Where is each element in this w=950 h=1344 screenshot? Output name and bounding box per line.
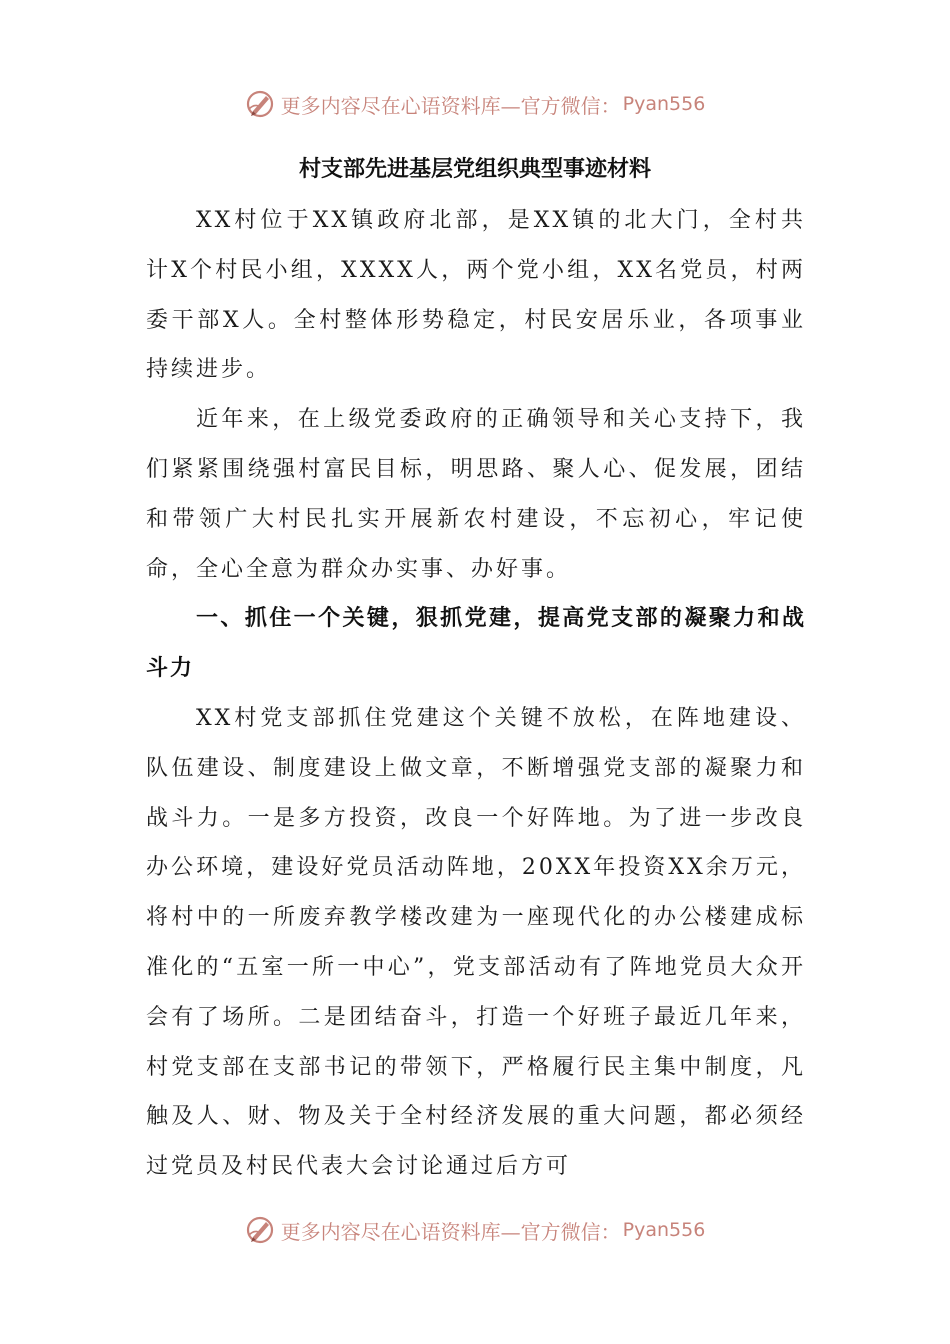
watermark-text: 更多内容尽在心语资料库—官方微信： xyxy=(280,93,621,118)
watermark-banner-top xyxy=(0,82,950,126)
document-title: 村支部先进基层党组织典型事迹材料 xyxy=(298,157,651,182)
watermark-banner-bottom xyxy=(0,1208,950,1252)
watermark-wechat-id: Pyan556 xyxy=(622,1219,706,1241)
document-body xyxy=(146,196,806,1192)
paragraph-party-building: XX村党支部抓住党建这个关键不放松，在阵地建设、队伍建设、制度建设上做文章，不断增强党支部的凝聚力和战斗力。一是多方投资，改良一个好阵地。为了进一步改良办公环境，建设好党员活动阵地，20XX年投资XX余万元，将村中的一所废弃教学楼改建为一座现代化的办公楼建成标准化的“五室一所一中心”，党支部活动有了阵地党员大众开会有了场所。二是团结奋斗，打造一个好班子最近几年来，村党支部在支部书记的带领下，严格履行民主集中制度，凡触及人、财、物及关于全村经济发展的重大问题，都必须经过党员及村民代表大会讨论通过后方可 xyxy=(146,705,806,1180)
watermark-text: 更多内容尽在心语资料库—官方微信： xyxy=(280,1219,621,1244)
paragraph-recent-years: 近年来，在上级党委政府的正确领导和关心支持下，我们紧紧围绕强村富民目标，明思路、聚人心、促发展，团结和带领广大村民扎实开展新农村建设，不忘初心，牢记使命，全心全意为群众办实事、办好事。 xyxy=(146,407,806,582)
pen-logo-icon xyxy=(245,1215,275,1245)
paragraph-intro: XX村位于XX镇政府北部，是XX镇的北大门，全村共计X个村民小组，XXXX人，两个党小组，XX名党员，村两委干部X人。全村整体形势稳定，村民安居乐业，各项事业持续进步。 xyxy=(146,208,806,383)
section-heading-1: 一、抓住一个关键，狠抓党建，提高党支部的凝聚力和战斗力 xyxy=(146,606,806,682)
pen-logo-icon xyxy=(245,89,275,119)
watermark-wechat-id: Pyan556 xyxy=(622,93,706,115)
